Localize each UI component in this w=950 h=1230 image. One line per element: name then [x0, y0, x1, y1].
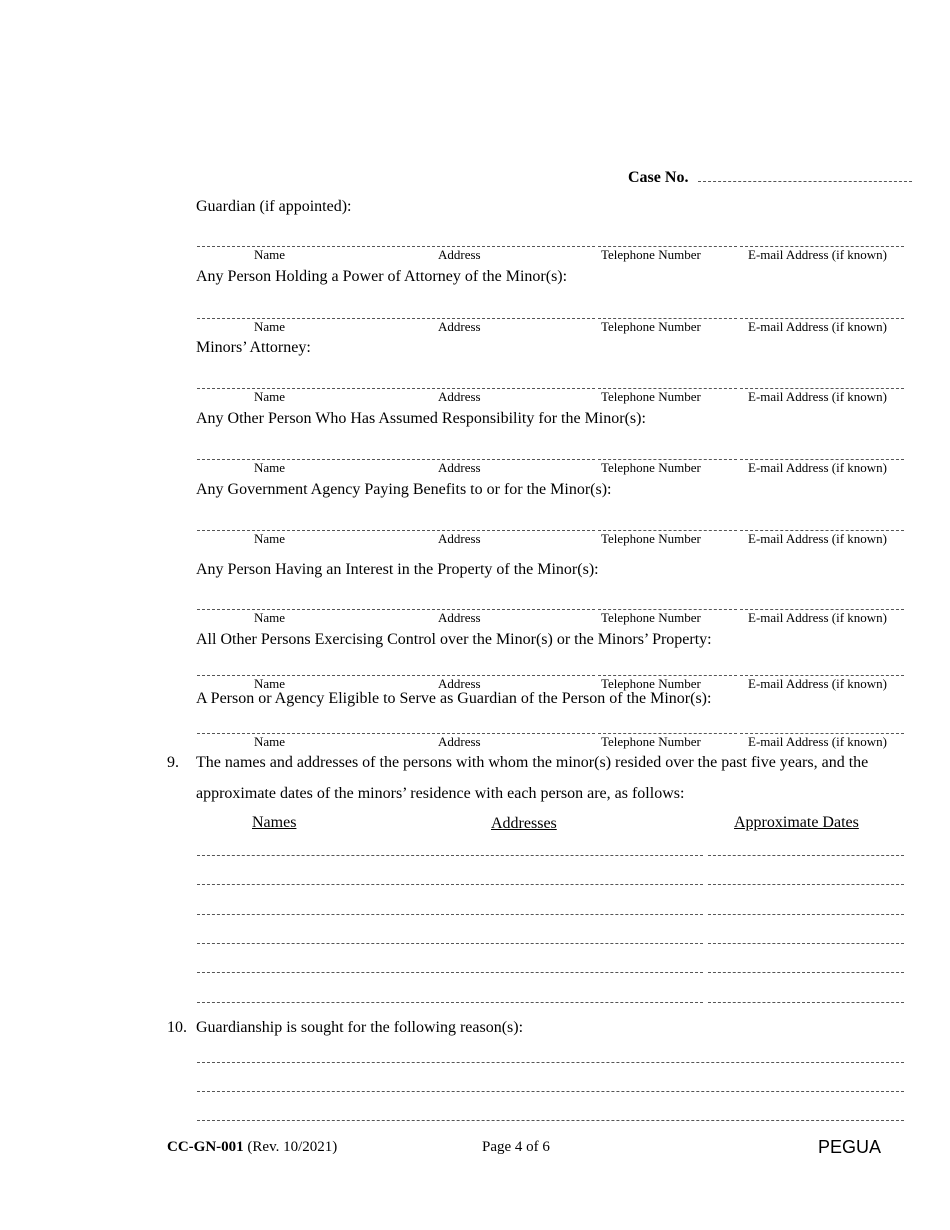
signature-line-row	[197, 318, 904, 340]
approximate-dates-line[interactable]	[708, 972, 904, 973]
caption-address: Address	[438, 389, 481, 404]
caption-name: Name	[254, 610, 286, 625]
party-label: Any Other Person Who Has Assumed Responsibility for the Minor(s):	[196, 410, 646, 427]
residence-row	[197, 914, 904, 916]
caption-name: Name	[254, 734, 286, 749]
caption-telephone: Telephone Number	[601, 531, 701, 546]
approximate-dates-line[interactable]	[708, 1002, 904, 1003]
residence-row	[197, 943, 904, 945]
signature-line-row	[197, 388, 904, 410]
form-code: PEGUA	[818, 1137, 882, 1157]
case-number-label: Case No.	[628, 169, 689, 186]
party-label: Any Person Having an Interest in the Property of the Minor(s):	[196, 561, 599, 578]
case-number-field	[628, 167, 912, 187]
caption-telephone: Telephone Number	[601, 247, 701, 262]
caption-telephone: Telephone Number	[601, 734, 701, 749]
column-header-approximate-dates: Approximate Dates	[734, 814, 859, 831]
party-label: Any Government Agency Paying Benefits to or for the Minor(s):	[196, 481, 612, 498]
caption-address: Address	[438, 610, 481, 625]
caption-address: Address	[438, 734, 481, 749]
name-address-line[interactable]	[197, 972, 703, 973]
caption-telephone: Telephone Number	[601, 676, 701, 691]
party-label: Minors’ Attorney:	[196, 339, 311, 356]
caption-name: Name	[254, 247, 286, 262]
name-address-line[interactable]	[197, 855, 703, 856]
caption-telephone: Telephone Number	[601, 460, 701, 475]
caption-address: Address	[438, 460, 481, 475]
caption-email: E-mail Address (if known)	[748, 460, 888, 475]
item-10-text: Guardianship is sought for the following reason(s):	[196, 1019, 524, 1036]
column-header-names: Names	[252, 814, 297, 831]
caption-address: Address	[438, 319, 481, 334]
reason-line-1[interactable]	[197, 1062, 904, 1063]
caption-name: Name	[254, 389, 286, 404]
residence-row	[197, 855, 904, 857]
caption-name: Name	[254, 676, 286, 691]
residence-row	[197, 1002, 904, 1004]
form-id: CC-GN-001	[167, 1139, 244, 1155]
caption-address: Address	[438, 676, 481, 691]
residence-row	[197, 972, 904, 974]
caption-address: Address	[438, 247, 481, 262]
signature-line-row	[197, 530, 904, 552]
caption-name: Name	[254, 531, 286, 546]
case-number-input[interactable]	[698, 167, 912, 182]
column-header-addresses: Addresses	[491, 815, 557, 832]
caption-email: E-mail Address (if known)	[748, 610, 888, 625]
caption-email: E-mail Address (if known)	[748, 734, 888, 749]
caption-email: E-mail Address (if known)	[748, 247, 888, 262]
approximate-dates-line[interactable]	[708, 914, 904, 915]
party-label: A Person or Agency Eligible to Serve as Guardian of the Person of the Minor(s):	[196, 690, 712, 707]
party-label: Guardian (if appointed):	[196, 198, 352, 215]
reason-line-3[interactable]	[197, 1120, 904, 1121]
caption-email: E-mail Address (if known)	[748, 319, 888, 334]
item-9-number: 9.	[167, 754, 179, 771]
name-address-line[interactable]	[197, 1002, 703, 1003]
item-9-text: The names and addresses of the persons with whom the minor(s) resided over the past five years, and the approximate dates of the minors’ residence with each person are, as follows:	[196, 754, 869, 802]
caption-telephone: Telephone Number	[601, 389, 701, 404]
caption-email: E-mail Address (if known)	[748, 676, 888, 691]
form-revision: (Rev. 10/2021)	[247, 1139, 338, 1155]
name-address-line[interactable]	[197, 884, 703, 885]
party-label: All Other Persons Exercising Control over the Minor(s) or the Minors’ Property:	[196, 631, 712, 648]
signature-line-row	[197, 246, 904, 268]
residence-row	[197, 884, 904, 886]
caption-address: Address	[438, 531, 481, 546]
caption-name: Name	[254, 460, 286, 475]
signature-line-row	[197, 459, 904, 481]
approximate-dates-line[interactable]	[708, 884, 904, 885]
caption-name: Name	[254, 319, 286, 334]
caption-telephone: Telephone Number	[601, 319, 701, 334]
approximate-dates-line[interactable]	[708, 855, 904, 856]
name-address-line[interactable]	[197, 943, 703, 944]
caption-email: E-mail Address (if known)	[748, 389, 888, 404]
name-address-line[interactable]	[197, 914, 703, 915]
reason-line-2[interactable]	[197, 1091, 904, 1092]
caption-email: E-mail Address (if known)	[748, 531, 888, 546]
item-10-number: 10.	[167, 1019, 187, 1036]
form-identifier	[167, 1139, 337, 1156]
page-number: Page 4 of 6	[482, 1139, 550, 1155]
approximate-dates-line[interactable]	[708, 943, 904, 944]
signature-line-row	[197, 609, 904, 631]
caption-telephone: Telephone Number	[601, 610, 701, 625]
party-label: Any Person Holding a Power of Attorney of the Minor(s):	[196, 268, 568, 285]
